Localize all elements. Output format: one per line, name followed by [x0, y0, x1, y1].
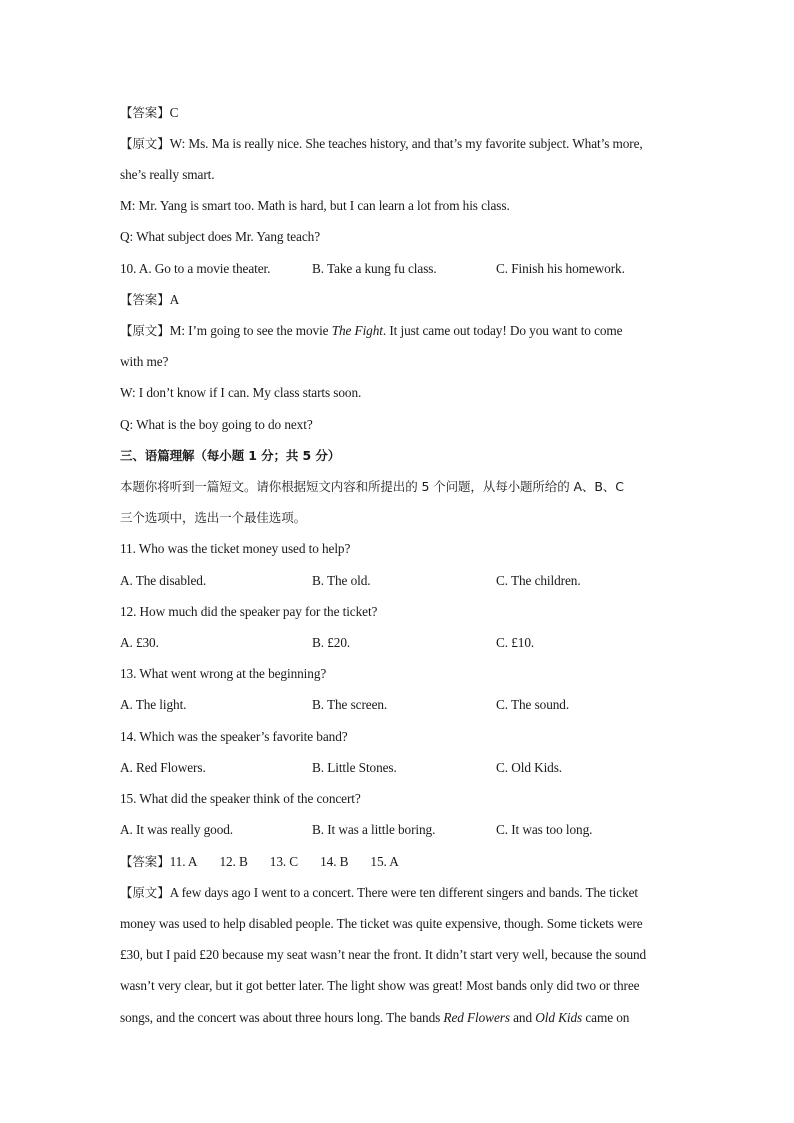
answer-item: 15. A [370, 854, 399, 869]
option-c: C. The children. [496, 573, 581, 588]
transcript-text: . It just came out today! Do you want to come [382, 323, 623, 338]
band-name: Red Flowers [443, 1010, 510, 1025]
passage-line-3: £30, but I paid £20 because my seat wasn’t near the front. It didn’t start very well, because the sound [120, 947, 647, 962]
answer-item: 13. C [269, 854, 299, 869]
passage-line-4: wasn’t very clear, but it got better later. The light show was great! Most bands only did two or three [120, 978, 640, 993]
question-13: 13. What went wrong at the beginning? [120, 666, 327, 681]
option-c: C. Finish his homework. [496, 261, 625, 276]
option-c: C. £10. [496, 635, 535, 650]
option-c: C. The sound. [496, 697, 570, 712]
option-a: A. The disabled. [120, 573, 207, 588]
option-a: A. The light. [120, 697, 187, 712]
question-12: 12. How much did the speaker pay for the ticket? [120, 604, 378, 619]
passage-line-1 [120, 884, 638, 902]
option-a: 10. A. Go to a movie theater. [120, 261, 271, 276]
passage-text: came on [582, 1010, 630, 1025]
passage-text: songs, and the concert was about three hours long. The bands [120, 1010, 444, 1025]
passage-line-5 [120, 1009, 629, 1027]
question-11: 11. Who was the ticket money used to help? [120, 541, 351, 556]
option-c: C. Old Kids. [496, 760, 563, 775]
option-b: B. It was a little boring. [312, 822, 436, 837]
q9-question: Q: What subject does Mr. Yang teach? [120, 229, 321, 244]
option-a: A. Red Flowers. [120, 760, 206, 775]
q10-transcript-line-1 [120, 322, 622, 340]
q9-transcript-line-1 [120, 135, 643, 153]
transcript-label: 【原文】 [120, 885, 170, 900]
q10-question: Q: What is the boy going to do next? [120, 417, 313, 432]
passage-text: and [509, 1010, 536, 1025]
q10-answer [120, 291, 179, 309]
answer-item: 11. A [169, 854, 198, 869]
option-b: B. Take a kung fu class. [312, 261, 437, 276]
transcript-label: 【原文】 [120, 136, 170, 151]
answer-label: 【答案】 [120, 292, 170, 307]
movie-title: The Fight [331, 323, 383, 338]
option-b: B. The screen. [312, 697, 388, 712]
answer-item: 14. B [320, 854, 349, 869]
section-instructions-line-2: 三个选项中，选出一个最佳选项。 [120, 510, 307, 525]
q9-transcript-line-2: she’s really smart. [120, 167, 215, 182]
answer-value: A [169, 292, 180, 307]
q10-transcript-line-3: W: I don’t know if I can. My class starts soon. [120, 385, 362, 400]
option-a: A. It was really good. [120, 822, 234, 837]
question-15: 15. What did the speaker think of the concert? [120, 791, 361, 806]
transcript-label: 【原文】 [120, 323, 170, 338]
band-name: Old Kids [535, 1010, 583, 1025]
answer-label: 【答案】 [120, 854, 170, 869]
section-instructions-line-1: 本题你将听到一篇短文。请你根据短文内容和所提出的 5 个问题，从每小题所给的 A、B、C [120, 479, 624, 494]
q9-answer [120, 104, 178, 122]
option-b: B. The old. [312, 573, 371, 588]
option-a: A. £30. [120, 635, 159, 650]
answer-value: C [169, 105, 179, 120]
section-heading: 三、语篇理解（每小题 1 分；共 5 分） [120, 448, 341, 463]
section-answers [120, 853, 421, 871]
answer-label: 【答案】 [120, 105, 170, 120]
answer-item: 12. B [219, 854, 248, 869]
option-b: B. £20. [312, 635, 351, 650]
q9-transcript-line-3: M: Mr. Yang is smart too. Math is hard, but I can learn a lot from his class. [120, 198, 510, 213]
transcript-text: W: Ms. Ma is really nice. She teaches history, and that’s my favorite subject. What’s more, [169, 136, 643, 151]
passage-line-2: money was used to help disabled people. The ticket was quite expensive, though. Some tickets were [120, 916, 643, 931]
option-c: C. It was too long. [496, 822, 593, 837]
q10-transcript-line-2: with me? [120, 354, 169, 369]
option-b: B. Little Stones. [312, 760, 397, 775]
passage-text: A few days ago I went to a concert. There were ten different singers and bands. The ticket [169, 885, 639, 900]
transcript-text: M: I’m going to see the movie [169, 323, 332, 338]
question-14: 14. Which was the speaker’s favorite band? [120, 729, 348, 744]
